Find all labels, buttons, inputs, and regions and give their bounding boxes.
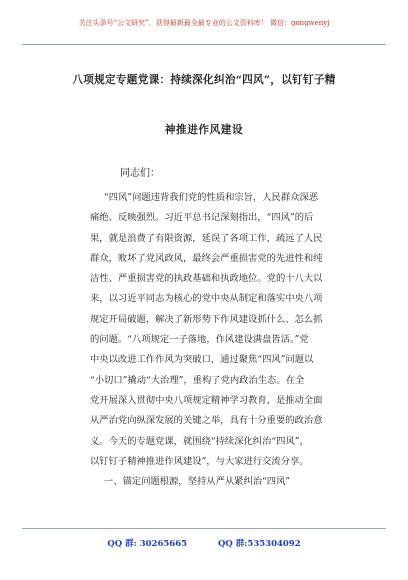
body-line: 义。今天的专题党课，就围绕“持续深化纠治“四风”， xyxy=(90,435,309,447)
section-heading: 一、锚定问题根源，坚持从严从紧纠治“四风” xyxy=(104,476,291,488)
body-line: 的问题。“八项规定一子落地，作风建设满盘皆活。”党 xyxy=(90,334,309,346)
document-body xyxy=(90,188,362,492)
header-divider xyxy=(22,44,386,45)
footer-qq-group-2: QQ 群:535304092 xyxy=(218,539,301,549)
header-banner: 关注头条号“公文研究”，获得最新最全最专业的公文资料库！ 微信：gongwenyj xyxy=(78,19,330,27)
body-line: 洁性、严重损害党的执政基础和执政地位。党的十八大以 xyxy=(90,273,323,285)
footer-divider xyxy=(22,528,386,529)
body-line: “四风”问题违背我们党的性质和宗旨，人民群众深恶 xyxy=(104,192,319,203)
body-line: 痛绝、反映强烈。习近平总书记深刻指出，“四风”的后 xyxy=(90,212,314,224)
greeting: 同志们： xyxy=(120,168,160,179)
body-line: 群众，败坏了党风政风，最终会严重损害党的先进性和纯 xyxy=(90,252,323,264)
body-line: 中央以改进工作作风为突破口，通过聚焦“四风”问题以 xyxy=(90,354,314,366)
body-line: 规定开局破题，解决了新形势下作风建设抓什么、怎么抓 xyxy=(90,313,323,325)
body-line: 从严治党向纵深发展的关键之举，具有十分重要的政治意 xyxy=(90,415,323,427)
body-line: 来，以习近平同志为核心的党中央从制定和落实中央八项 xyxy=(90,293,323,305)
body-line: 果，就是浪费了有限资源，延误了各项工作，疏远了人民 xyxy=(90,232,323,244)
document-title-line-2: 神推进作风建设 xyxy=(164,124,244,136)
body-line: “小切口”撬动“大治理”，重构了党内政治生态。在全 xyxy=(90,374,305,386)
body-line: 以钉钉子精神推进作风建设”，与大家进行交流分享。 xyxy=(90,455,309,467)
footer xyxy=(0,537,408,549)
document-title-line-1: 八项规定专题党课：持续深化纠治“四风”，以钉钉子精 xyxy=(72,74,336,86)
footer-qq-group-1: QQ 群: 30265665 xyxy=(107,539,188,549)
body-line: 党开展深入贯彻中央八项规定精神学习教育，是推动全面 xyxy=(90,394,323,406)
